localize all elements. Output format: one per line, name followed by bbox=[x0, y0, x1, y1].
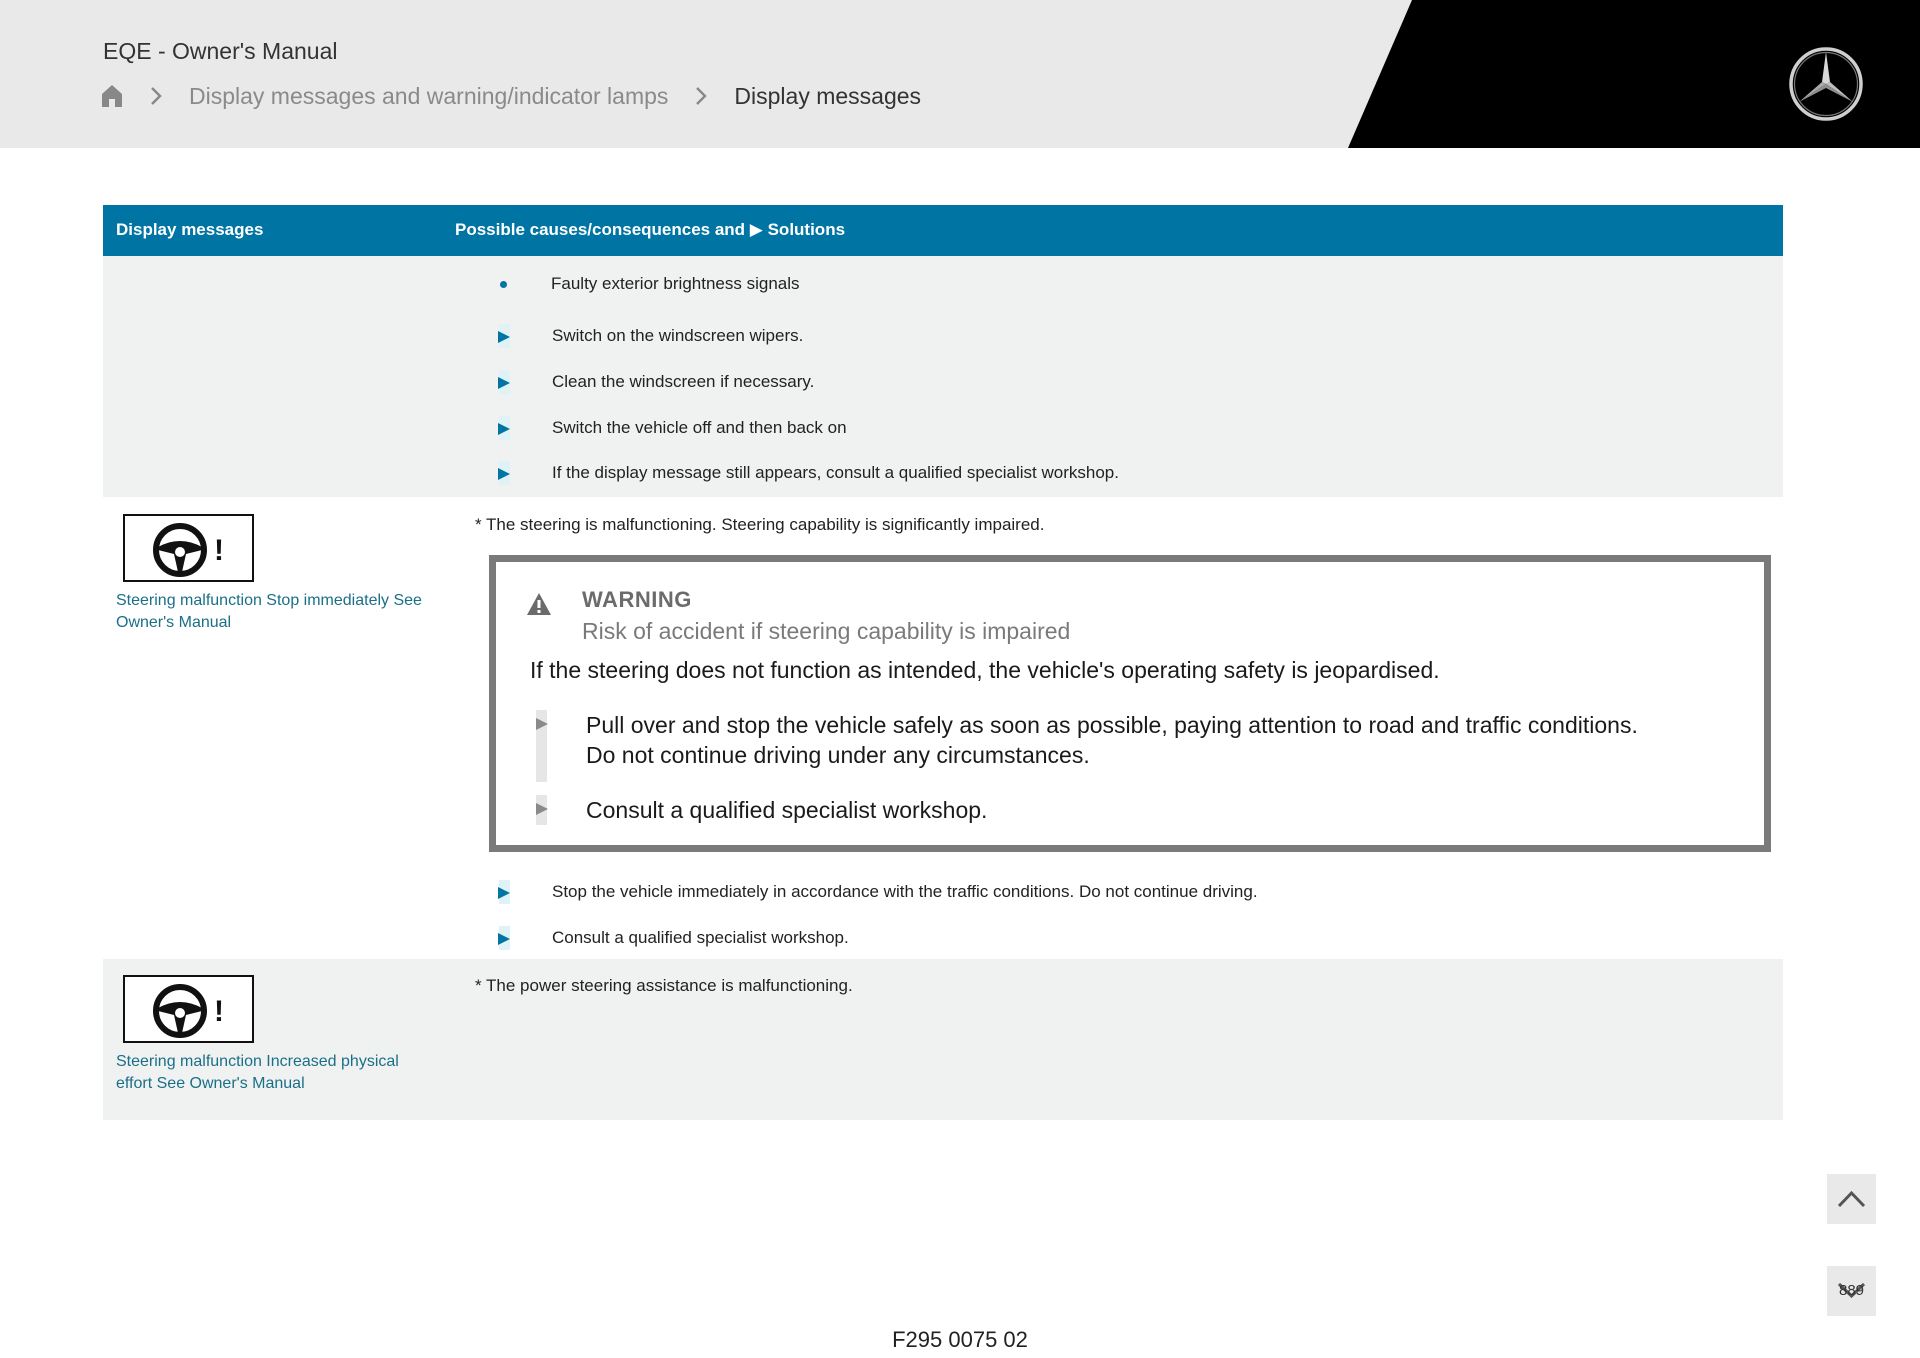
column-header-display-messages: Display messages bbox=[116, 220, 264, 239]
chevron-up-icon bbox=[1827, 1174, 1876, 1224]
svg-text:!: ! bbox=[214, 534, 224, 567]
svg-text:!: ! bbox=[214, 995, 224, 1028]
table-row: ! Steering malfunction Stop immediately See Owner's Manual * The steering is malfunctioning. Steering capability is significantly impaired. WARNING Risk of accident if steering capability is impaired If the steering does not function as intended, the vehicle's operating safety is jeopardised. Pull over and stop the vehicle safely as soon as possible, paying attention to road and traffic conditions. Do not continue driving under any circumstances. Consult a qualified specialist workshop. Stop the vehicle immediately in accordance with the traffic conditions. Do not continue driving. Consult a qualified specialist workshop. bbox=[103, 497, 1783, 959]
step-arrow-icon bbox=[496, 370, 512, 394]
chevron-right-icon bbox=[149, 86, 163, 106]
steering-wheel-warning-icon bbox=[123, 975, 254, 1043]
step-arrow-icon bbox=[534, 710, 550, 782]
home-icon[interactable] bbox=[101, 84, 123, 108]
step-arrow-icon bbox=[496, 416, 512, 440]
page-header bbox=[0, 0, 1920, 148]
message-caption: Steering malfunction Increased physical effort See Owner's Manual bbox=[116, 1053, 399, 1092]
step-arrow-icon bbox=[534, 795, 550, 825]
bullet-icon bbox=[496, 272, 512, 296]
figure-code: F295 0075 02 bbox=[892, 1327, 1028, 1352]
cause-note: * The steering is malfunctioning. Steering capability is significantly impaired. bbox=[475, 515, 1045, 534]
display-messages-table bbox=[103, 205, 1783, 1120]
warning-subtitle: Risk of accident if steering capability is impaired bbox=[582, 618, 1071, 644]
warning-box: WARNING Risk of accident if steering capability is impaired If the steering does not function as intended, the vehicle's operating safety is jeopardised. Pull over and stop the vehicle safely as soon as possible, paying attention to road and traffic conditions. Do not continue driving under any circumstances. Consult a qualified specialist workshop. bbox=[489, 555, 1771, 852]
scroll-up-button[interactable] bbox=[1827, 1174, 1876, 1224]
breadcrumb-current: Display messages bbox=[734, 82, 922, 109]
table-row bbox=[103, 959, 1783, 1120]
step-arrow-icon bbox=[496, 324, 512, 348]
warning-text: If the steering does not function as intended, the vehicle's operating safety is jeopardised. bbox=[530, 657, 1440, 683]
scroll-down-button[interactable] bbox=[1827, 1266, 1876, 1316]
step-arrow-icon bbox=[496, 461, 512, 485]
breadcrumb-link-display-messages-and-lamps[interactable]: Display messages and warning/indicator lamps bbox=[189, 82, 669, 109]
message-caption: Steering malfunction Stop immediately See Owner's Manual bbox=[116, 592, 422, 631]
page-number: 889 bbox=[1838, 1282, 1865, 1299]
warning-triangle-icon bbox=[526, 592, 552, 616]
chevron-right-icon bbox=[694, 86, 708, 106]
step-arrow-icon bbox=[496, 880, 512, 904]
steering-wheel-warning-icon bbox=[123, 514, 254, 582]
mercedes-star-logo bbox=[1788, 46, 1864, 122]
column-header-causes-solutions: Possible causes/consequences and ▶ Solutions bbox=[455, 220, 846, 239]
step-arrow-icon bbox=[496, 926, 512, 950]
manual-title: EQE - Owner's Manual bbox=[103, 38, 338, 64]
breadcrumb bbox=[101, 80, 921, 112]
table-row: Faulty exterior brightness signals Switch on the windscreen wipers. Clean the windscreen if necessary. Switch the vehicle off and then back on If the display message still appears, consult a qualified specialist workshop. bbox=[103, 256, 1783, 497]
table-header bbox=[103, 205, 1783, 256]
warning-title: WARNING bbox=[582, 587, 692, 612]
header-black-panel bbox=[0, 0, 1920, 148]
cause-note: * The power steering assistance is malfunctioning. bbox=[475, 976, 853, 995]
